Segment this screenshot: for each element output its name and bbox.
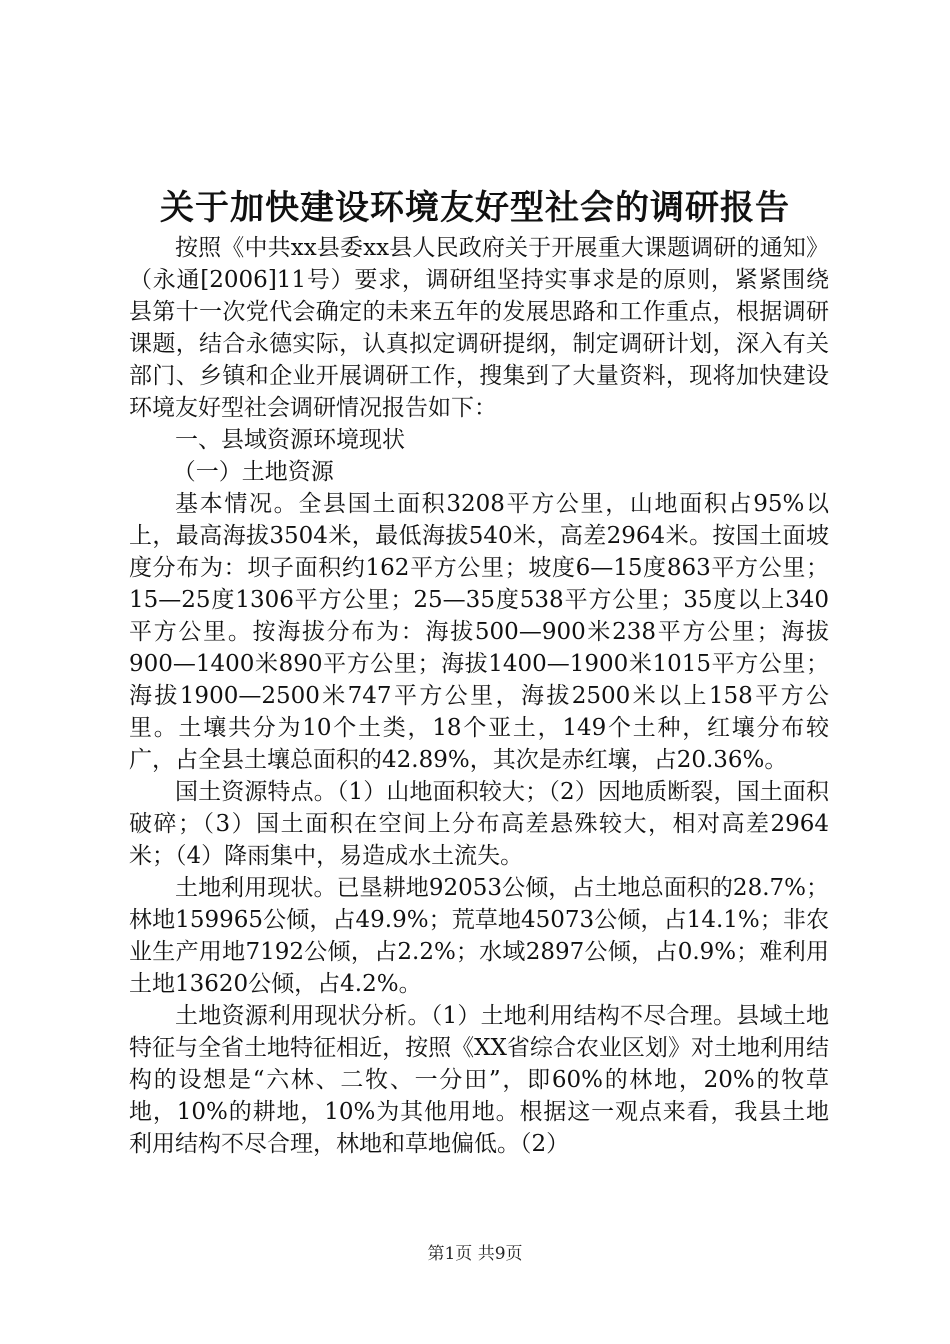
intro-paragraph: 按照《中共xx县委xx县人民政府关于开展重大课题调研的通知》（永通[2006]11号）要求，调研组坚持实事求是的原则，紧紧围绕县第十一次党代会确定的未来五年的发展思路和工作重点，根据调研课题，结合永德实际，认真拟定调研提纲，制定调研计划，深入有关部门、乡镇和企业开展调研工作，搜集到了大量资料，现将加快建设环境友好型社会调研情况报告如下：	[129, 235, 829, 421]
land-analysis-paragraph: 土地资源利用现状分析。（1）土地利用结构不尽合理。县域土地特征与全省土地特征相近，按照《XX省综合农业区划》对土地利用结构的设想是“六林、二牧、一分田”，即60%的林地，20%的牧草地，10%的耕地，10%为其他用地。根据这一观点来看，我县土地利用结构不尽合理，林地和草地偏低。（2）	[129, 1003, 829, 1157]
page-footer: 第1页 共9页	[427, 1244, 523, 1264]
land-use-paragraph: 土地利用现状。已垦耕地92053公倾，占土地总面积的28.7%；林地159965公倾，占49.9%；荒草地45073公倾，占14.1%；非农业生产用地7192公倾，占2.2%；水域2897公倾，占0.9%；难利用土地13620公倾，占4.2%。	[129, 875, 829, 997]
land-features-paragraph: 国土资源特点。（1）山地面积较大；（2）因地质断裂，国土面积破碎；（3）国土面积在空间上分布高差悬殊较大，相对高差2964米；（4）降雨集中，易造成水土流失。	[129, 779, 829, 869]
document-title: 关于加快建设环境友好型社会的调研报告	[160, 188, 790, 228]
document-body	[129, 232, 829, 1160]
subsection-heading: （一）土地资源	[172, 459, 334, 485]
section-heading: 一、县域资源环境现状	[175, 427, 405, 453]
basic-info-paragraph: 基本情况。全县国土面积3208平方公里，山地面积占95%以上，最高海拔3504米，最低海拔540米，高差2964米。按国土面坡度分布为：坝子面积约162平方公里；坡度6—15度863平方公里；15—25度1306平方公里；25—35度538平方公里；35度以上340平方公里。按海拔分布为：海拔500—900米238平方公里；海拔900—1400米890平方公里；海拔1400—1900米1015平方公里；海拔1900—2500米747平方公里，海拔2500米以上158平方公里。土壤共分为10个土类，18个亚土，149个土种，红壤分布较广，占全县土壤总面积的42.89%，其次是赤红壤，占20.36%。	[129, 491, 829, 773]
